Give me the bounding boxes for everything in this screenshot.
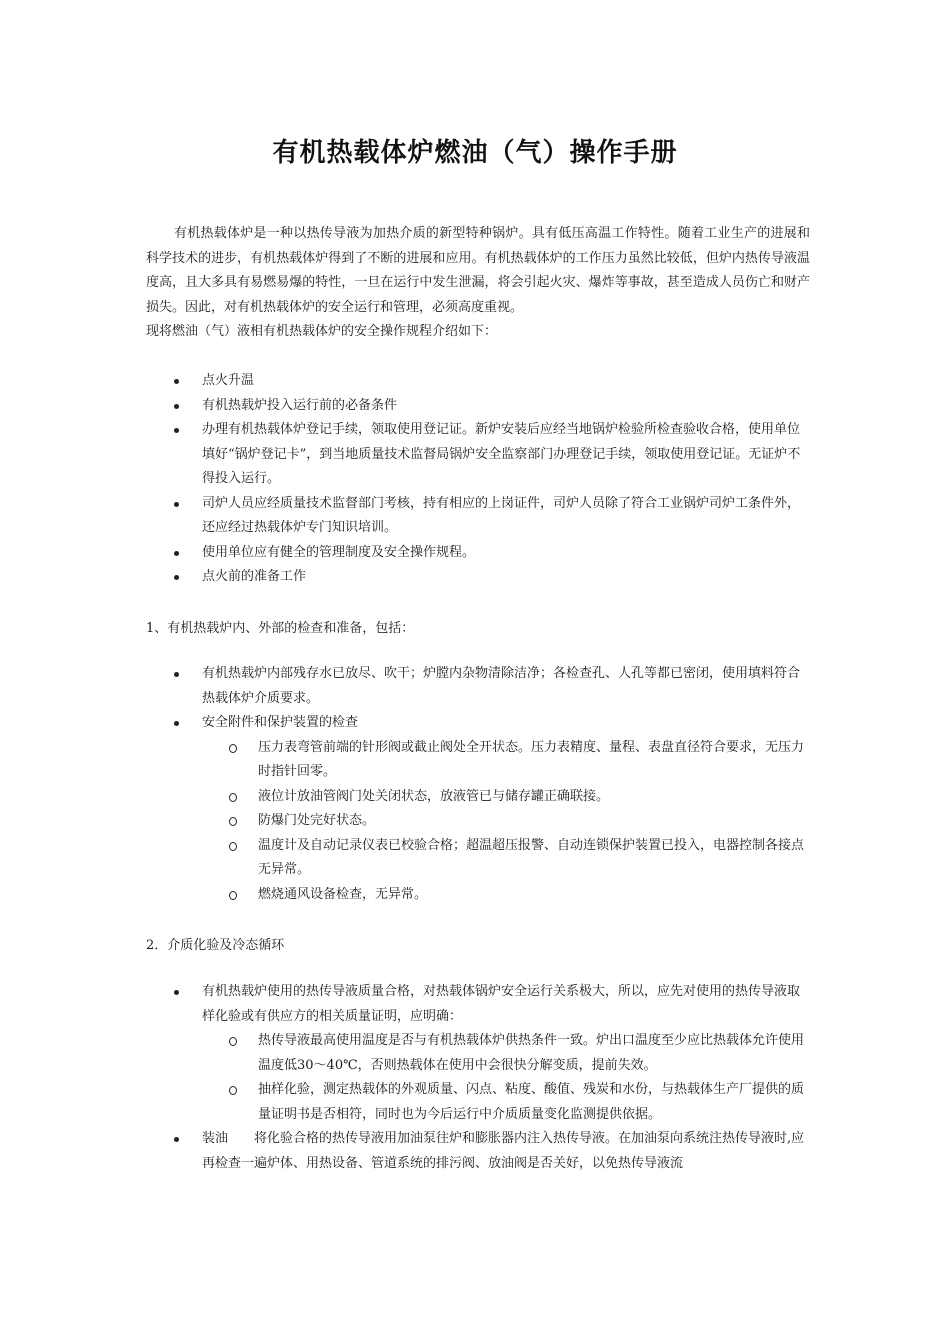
list-item — [0, 418, 810, 492]
bullet-icon — [174, 721, 179, 726]
sub-list-item — [0, 883, 812, 908]
bullet-list-1 — [0, 369, 950, 590]
bullet-icon — [174, 990, 179, 995]
bullet-list-3 — [0, 980, 950, 1176]
list-item — [0, 394, 810, 419]
sub-list-item — [0, 1078, 812, 1127]
sub-list-item-text: 热传导液最高使用温度是否与有机热载体炉供热条件一致。炉出口温度至少应比热载体允许使用温度低30～40℃，否则热载体在使用中会很快分解变质，提前失效。 — [258, 1033, 805, 1073]
bullet-icon — [174, 672, 179, 677]
section-heading-2: 2．介质化验及冷态循环 — [146, 938, 285, 953]
list-item — [0, 711, 810, 736]
bullet-icon — [174, 575, 179, 580]
bullet-icon — [174, 551, 179, 556]
circle-bullet-icon — [229, 1086, 237, 1095]
bullet-icon — [174, 1137, 179, 1142]
sub-list-item-text: 液位计放油管阀门处关闭状态，放液管已与储存罐正确联接。 — [258, 788, 610, 804]
bullet-list-2 — [0, 662, 950, 907]
sub-list-item — [0, 736, 812, 785]
list-item-text: 有机热载炉内部残存水已放尽、吹干；炉膛内杂物清除洁净；各检查孔、人孔等都已密闭，使用填料符合热载体炉介质要求。 — [202, 666, 801, 706]
list-item-text: 装油 将化验合格的热传导液用加油泵往炉和膨胀器内注入热传导液。在加油泵向系统注热传导液时,应再检查一遍炉体、用热设备、管道系统的排污阀、放油阀是否关好，以免热传导液流 — [202, 1131, 805, 1171]
list-item-text: 使用单位应有健全的管理制度及安全操作规程。 — [202, 544, 476, 560]
bullet-icon — [174, 428, 179, 433]
intro-paragraph: 有机热载体炉是一种以热传导液为加热介质的新型特种锅炉。具有低压高温工作特性。随着工业生产的进展和科学技术的进步，有机热载体炉得到了不断的进展和应用。有机热载体炉的工作压力虽然比较低，但炉内热传导液温度高，且大多具有易燃易爆的特性，一旦在运行中发生泄漏，将会引起火灾、爆炸等事故，甚至造成人员伤亡和财产损失。因此，对有机热载体炉的安全运行和管理，必须高度重视。 — [146, 226, 810, 315]
circle-bullet-icon — [229, 891, 237, 900]
list-item-text: 有机热载炉投入运行前的必备条件 — [202, 397, 398, 413]
list-item — [0, 369, 810, 394]
document-title: 有机热载体炉燃油（气）操作手册 — [272, 138, 678, 168]
sub-list-item — [0, 834, 812, 883]
list-item-text: 办理有机热载体炉登记手续，领取使用登记证。新炉安装后应经当地锅炉检验所检查验收合格，使用单位填好“锅炉登记卡”，到当地质量技术监督局锅炉安全监察部门办理登记手续，领取使用登记证。无证炉不得投入运行。 — [202, 422, 801, 486]
sub-list-item-text: 燃烧通风设备检查，无异常。 — [258, 886, 428, 902]
circle-bullet-icon — [229, 1037, 237, 1046]
list-item — [0, 1127, 810, 1176]
circle-bullet-icon — [229, 793, 237, 802]
list-item — [0, 980, 810, 1029]
bullet-icon — [174, 379, 179, 384]
sub-list-item — [0, 785, 812, 810]
list-item-text: 点火升温 — [202, 373, 255, 388]
circle-bullet-icon — [229, 842, 237, 851]
bullet-icon — [174, 502, 179, 507]
sub-list-item-text: 压力表弯管前端的针形阀或截止阀处全开状态。压力表精度、量程、表盘直径符合要求，无压力时指针回零。 — [258, 739, 805, 779]
list-item — [0, 541, 810, 566]
list-item — [0, 565, 810, 590]
sub-list-item-text: 温度计及自动记录仪表已校验合格；超温超压报警、自动连锁保护装置已投入，电器控制各接点无异常。 — [258, 837, 805, 877]
bullet-icon — [174, 404, 179, 409]
sub-list-item — [0, 1029, 812, 1078]
list-item-text: 点火前的准备工作 — [202, 569, 307, 584]
sub-list-item-text: 防爆门处完好状态。 — [258, 813, 376, 828]
sub-list-item-text: 抽样化验，测定热载体的外观质量、闪点、粘度、酸值、残炭和水份，与热载体生产厂提供的质量证明书是否相符，同时也为今后运行中介质质量变化监测提供依据。 — [258, 1082, 805, 1122]
list-item — [0, 662, 810, 711]
list-item-text: 有机热载炉使用的热传导液质量合格，对热载体锅炉安全运行关系极大，所以，应先对使用的热传导液取样化验或有供应方的相关质量证明，应明确： — [202, 984, 801, 1024]
section-heading-1: 1、有机热载炉内、外部的检查和准备，包括： — [146, 621, 415, 636]
circle-bullet-icon — [229, 744, 237, 753]
intro-lead-paragraph: 现将燃油（气）液相有机热载体炉的安全操作规程介绍如下： — [146, 324, 498, 339]
list-item — [0, 492, 810, 541]
list-item-text: 安全附件和保护装置的检查 — [202, 715, 359, 730]
circle-bullet-icon — [229, 817, 237, 826]
list-item-text: 司炉人员应经质量技术监督部门考核，持有相应的上岗证件，司炉人员除了符合工业锅炉司炉工条件外，还应经过热载体炉专门知识培训。 — [202, 495, 801, 535]
sub-list-item — [0, 809, 812, 834]
